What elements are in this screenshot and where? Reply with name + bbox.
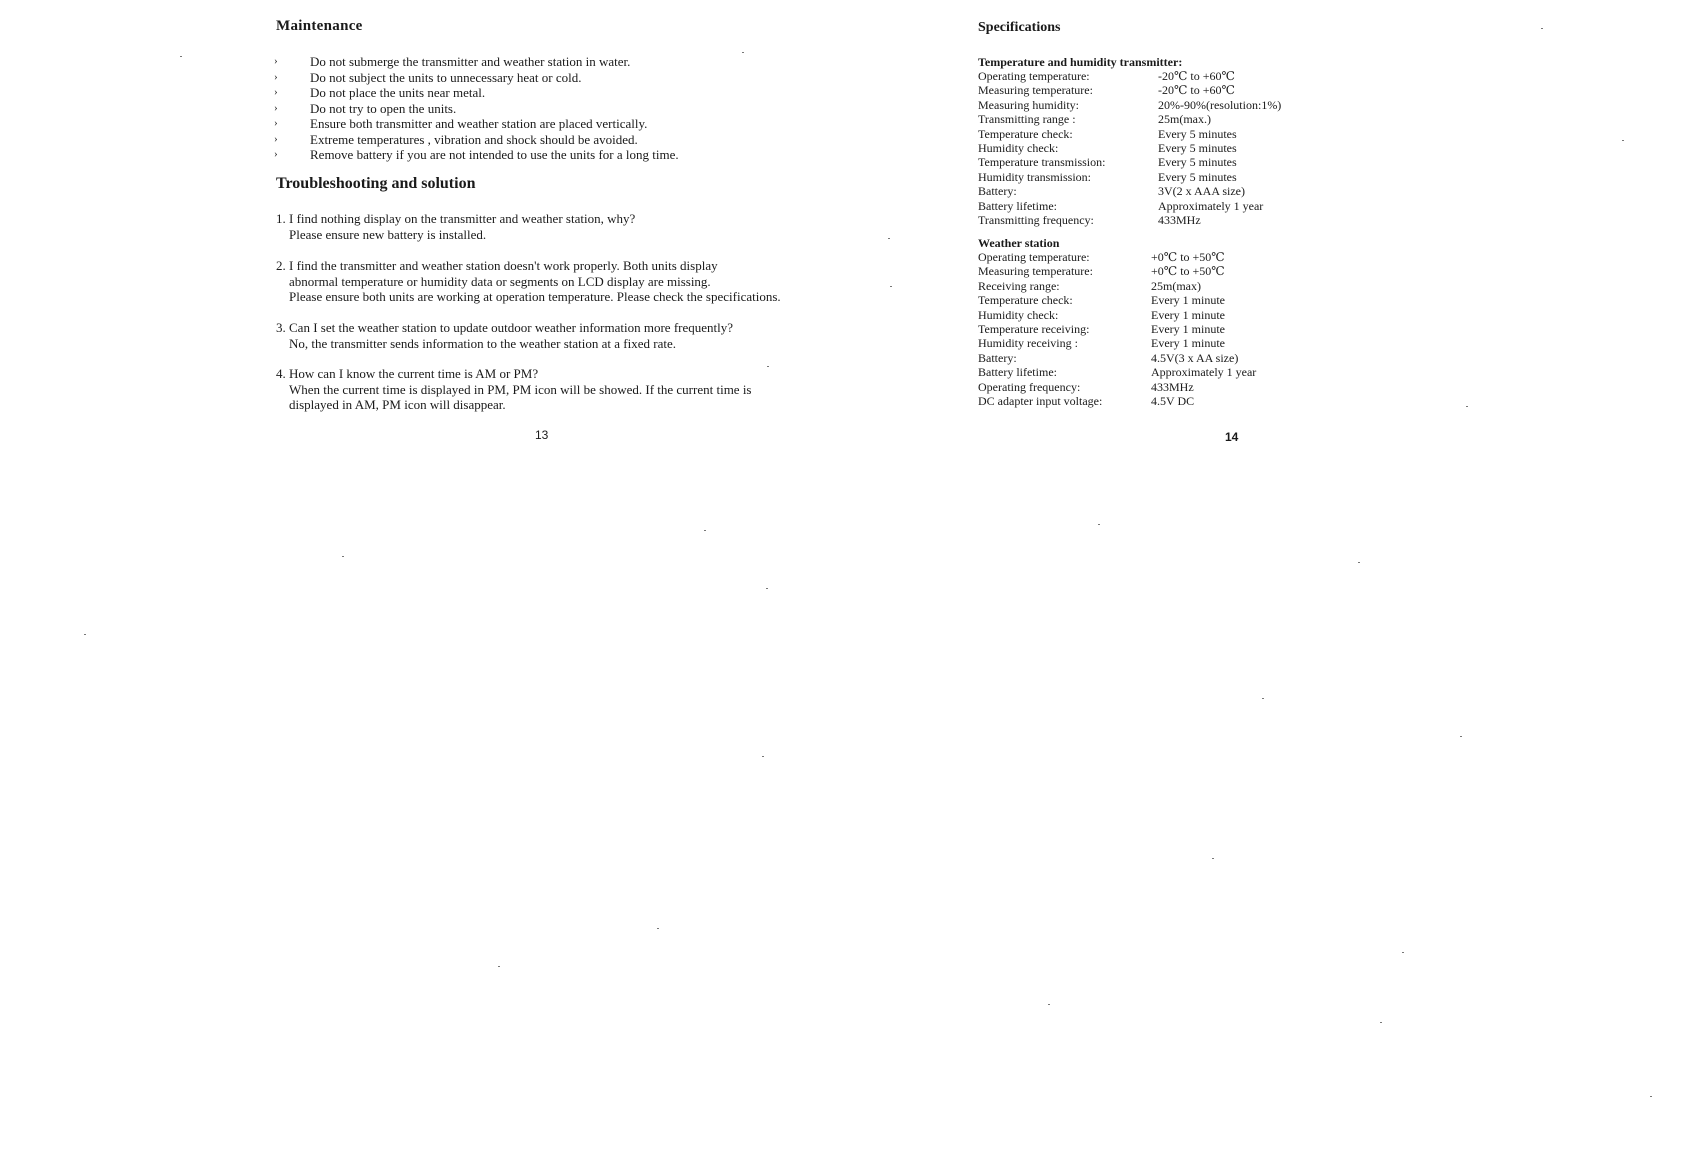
troubleshooting-answer: abnormal temperature or humidity data or segments on LCD display are missing. [289, 273, 711, 289]
spec-row [978, 293, 1398, 307]
troubleshooting-answer: Please ensure both units are working at operation temperature. Please check the specifications. [289, 289, 781, 304]
spec-value: 3V(2 x AAA size) [1158, 184, 1245, 199]
spec-value: Every 5 minutes [1158, 126, 1237, 141]
spec-row [978, 380, 1398, 394]
spec-row [978, 213, 1398, 227]
troubleshooting-answer: displayed in AM, PM icon will disappear. [289, 397, 506, 412]
spec-value: Every 5 minutes [1158, 140, 1237, 155]
scan-speck [1541, 28, 1543, 29]
spec-label: Measuring temperature: [978, 264, 1093, 279]
spec-label: Humidity check: [978, 307, 1059, 322]
troubleshooting-entry [276, 320, 836, 351]
page-number: 13 [535, 428, 549, 442]
spec-value: Every 5 minutes [1158, 155, 1237, 170]
spec-value: +0℃ to +50℃ [1151, 250, 1225, 264]
scan-speck [342, 556, 344, 557]
spec-label: Operating temperature: [978, 250, 1090, 264]
scan-speck [180, 56, 182, 57]
bullet-arrow-icon: › [274, 55, 278, 67]
maintenance-item [274, 116, 834, 132]
spec-value: Approximately 1 year [1151, 365, 1257, 380]
spec-value: Every 1 minute [1151, 293, 1225, 308]
transmitter-specs-title: Temperature and humidity transmitter: [978, 55, 1183, 69]
spec-value: 4.5V DC [1151, 393, 1195, 408]
bullet-arrow-icon: › [274, 86, 278, 98]
spec-row [978, 141, 1398, 155]
scan-speck [1402, 952, 1404, 953]
maintenance-item-text: Extreme temperatures , vibration and shock should be avoided. [310, 131, 638, 147]
bullet-arrow-icon: › [274, 132, 278, 145]
troubleshooting-answer: Please ensure new battery is installed. [289, 226, 487, 242]
spec-label: Temperature check: [978, 293, 1073, 308]
spec-label: Measuring humidity: [978, 97, 1079, 112]
spec-label: Battery lifetime: [978, 198, 1057, 213]
spec-value: 20%-90%(resolution:1%) [1158, 97, 1282, 112]
maintenance-item-text: Do not submerge the transmitter and weather station in water. [310, 54, 631, 69]
spec-label: Transmitting range : [978, 112, 1076, 127]
specifications-heading: Specifications [978, 20, 1061, 35]
spec-value: 25m(max) [1151, 278, 1201, 293]
maintenance-item-text: Do not try to open the units. [310, 100, 457, 116]
spec-row [978, 184, 1398, 198]
weather-station-specs [978, 236, 1398, 408]
right-page [860, 0, 1683, 1169]
troubleshooting-entry [276, 211, 836, 242]
scan-speck [1048, 1004, 1050, 1005]
bullet-arrow-icon: › [274, 117, 278, 129]
spec-value: -20℃ to +60℃ [1158, 83, 1235, 98]
spec-label: Battery: [978, 184, 1017, 199]
scan-speck [1212, 858, 1214, 859]
scan-speck [498, 966, 500, 967]
spec-row [978, 264, 1398, 278]
spec-value: Every 1 minute [1151, 307, 1225, 322]
spec-value: Every 1 minute [1151, 336, 1225, 351]
scan-speck [1262, 698, 1264, 699]
scan-speck [1460, 736, 1462, 737]
spec-value: 4.5V(3 x AA size) [1151, 350, 1239, 365]
spec-row [978, 279, 1398, 293]
bullet-arrow-icon: › [274, 101, 278, 114]
spec-row [978, 155, 1398, 169]
spec-value: 433MHz [1151, 379, 1194, 394]
spec-value: 25m(max.) [1158, 112, 1211, 127]
spec-label: Battery: [978, 350, 1017, 365]
spec-row [978, 336, 1398, 350]
spec-label: Measuring temperature: [978, 83, 1093, 98]
spec-value: -20℃ to +60℃ [1158, 69, 1235, 83]
page-number: 14 [1225, 430, 1239, 444]
maintenance-item [274, 132, 834, 148]
spec-row [978, 394, 1398, 408]
spec-label: Receiving range: [978, 278, 1060, 293]
scan-speck [1358, 562, 1360, 563]
spec-row [978, 322, 1398, 336]
scan-speck [1622, 140, 1624, 141]
spec-row [978, 112, 1398, 126]
spec-row [978, 199, 1398, 213]
spec-value: Every 5 minutes [1158, 169, 1237, 184]
maintenance-item-text: Do not subject the units to unnecessary heat or cold. [310, 69, 582, 85]
troubleshooting-answer: No, the transmitter sends information to the weather station at a fixed rate. [289, 335, 676, 351]
spec-row [978, 83, 1398, 97]
troubleshooting-entry [276, 258, 836, 305]
scan-speck [742, 52, 744, 53]
scan-speck [657, 928, 659, 929]
spec-row [978, 365, 1398, 379]
scan-speck [890, 286, 892, 287]
spec-label: Temperature check: [978, 126, 1073, 141]
spec-row [978, 69, 1398, 83]
bullet-arrow-icon: › [274, 148, 278, 160]
spec-label: Temperature transmission: [978, 155, 1106, 170]
maintenance-item [274, 85, 834, 101]
spec-label: Humidity check: [978, 140, 1059, 155]
troubleshooting-question: 1. I find nothing display on the transmitter and weather station, why? [276, 211, 636, 226]
scan-speck [767, 366, 769, 367]
scan-speck [84, 634, 86, 635]
spec-row [978, 170, 1398, 184]
scan-speck [1380, 1022, 1382, 1023]
spec-row [978, 250, 1398, 264]
troubleshooting-question: 4. How can I know the current time is AM or PM? [276, 366, 539, 381]
spec-value: +0℃ to +50℃ [1151, 264, 1225, 279]
transmitter-specs [978, 55, 1398, 227]
spec-row [978, 127, 1398, 141]
maintenance-item [274, 147, 834, 163]
spec-value: Every 1 minute [1151, 321, 1225, 336]
scan-speck [762, 756, 764, 757]
scan-speck [1098, 524, 1100, 525]
troubleshooting-answer: When the current time is displayed in PM, PM icon will be showed. If the current time is [289, 381, 752, 397]
maintenance-item [274, 70, 834, 86]
maintenance-item-text: Ensure both transmitter and weather station are placed vertically. [310, 116, 648, 131]
spec-label: Temperature receiving: [978, 321, 1090, 336]
weather-station-specs-title: Weather station [978, 236, 1060, 250]
maintenance-item [274, 101, 834, 117]
spec-label: Humidity receiving : [978, 336, 1078, 351]
scan-speck [888, 238, 890, 239]
spec-value: 433MHz [1158, 212, 1201, 227]
troubleshooting-entry [276, 366, 836, 413]
spec-value: Approximately 1 year [1158, 198, 1264, 213]
spec-label: Humidity transmission: [978, 169, 1092, 184]
spec-row [978, 308, 1398, 322]
maintenance-heading: Maintenance [276, 18, 363, 34]
troubleshooting-question: 2. I find the transmitter and weather station doesn't work properly. Both units display [276, 258, 718, 273]
maintenance-list [274, 54, 834, 163]
spec-label: Transmitting frequency: [978, 212, 1094, 227]
spec-label: Operating frequency: [978, 379, 1081, 394]
spec-row [978, 98, 1398, 112]
maintenance-item [274, 54, 834, 70]
scan-speck [1650, 1096, 1652, 1097]
scan-speck [1466, 406, 1468, 407]
bullet-arrow-icon: › [274, 70, 278, 83]
troubleshooting-question: 3. Can I set the weather station to update outdoor weather information more frequently? [276, 320, 734, 335]
spec-label: DC adapter input voltage: [978, 393, 1103, 408]
maintenance-item-text: Do not place the units near metal. [310, 85, 486, 100]
scan-speck [766, 588, 768, 589]
spec-label: Battery lifetime: [978, 365, 1057, 380]
scan-speck [704, 530, 706, 531]
spec-row [978, 351, 1398, 365]
spec-label: Operating temperature: [978, 69, 1090, 83]
troubleshooting-heading: Troubleshooting and solution [276, 175, 476, 192]
maintenance-item-text: Remove battery if you are not intended to use the units for a long time. [310, 147, 679, 162]
